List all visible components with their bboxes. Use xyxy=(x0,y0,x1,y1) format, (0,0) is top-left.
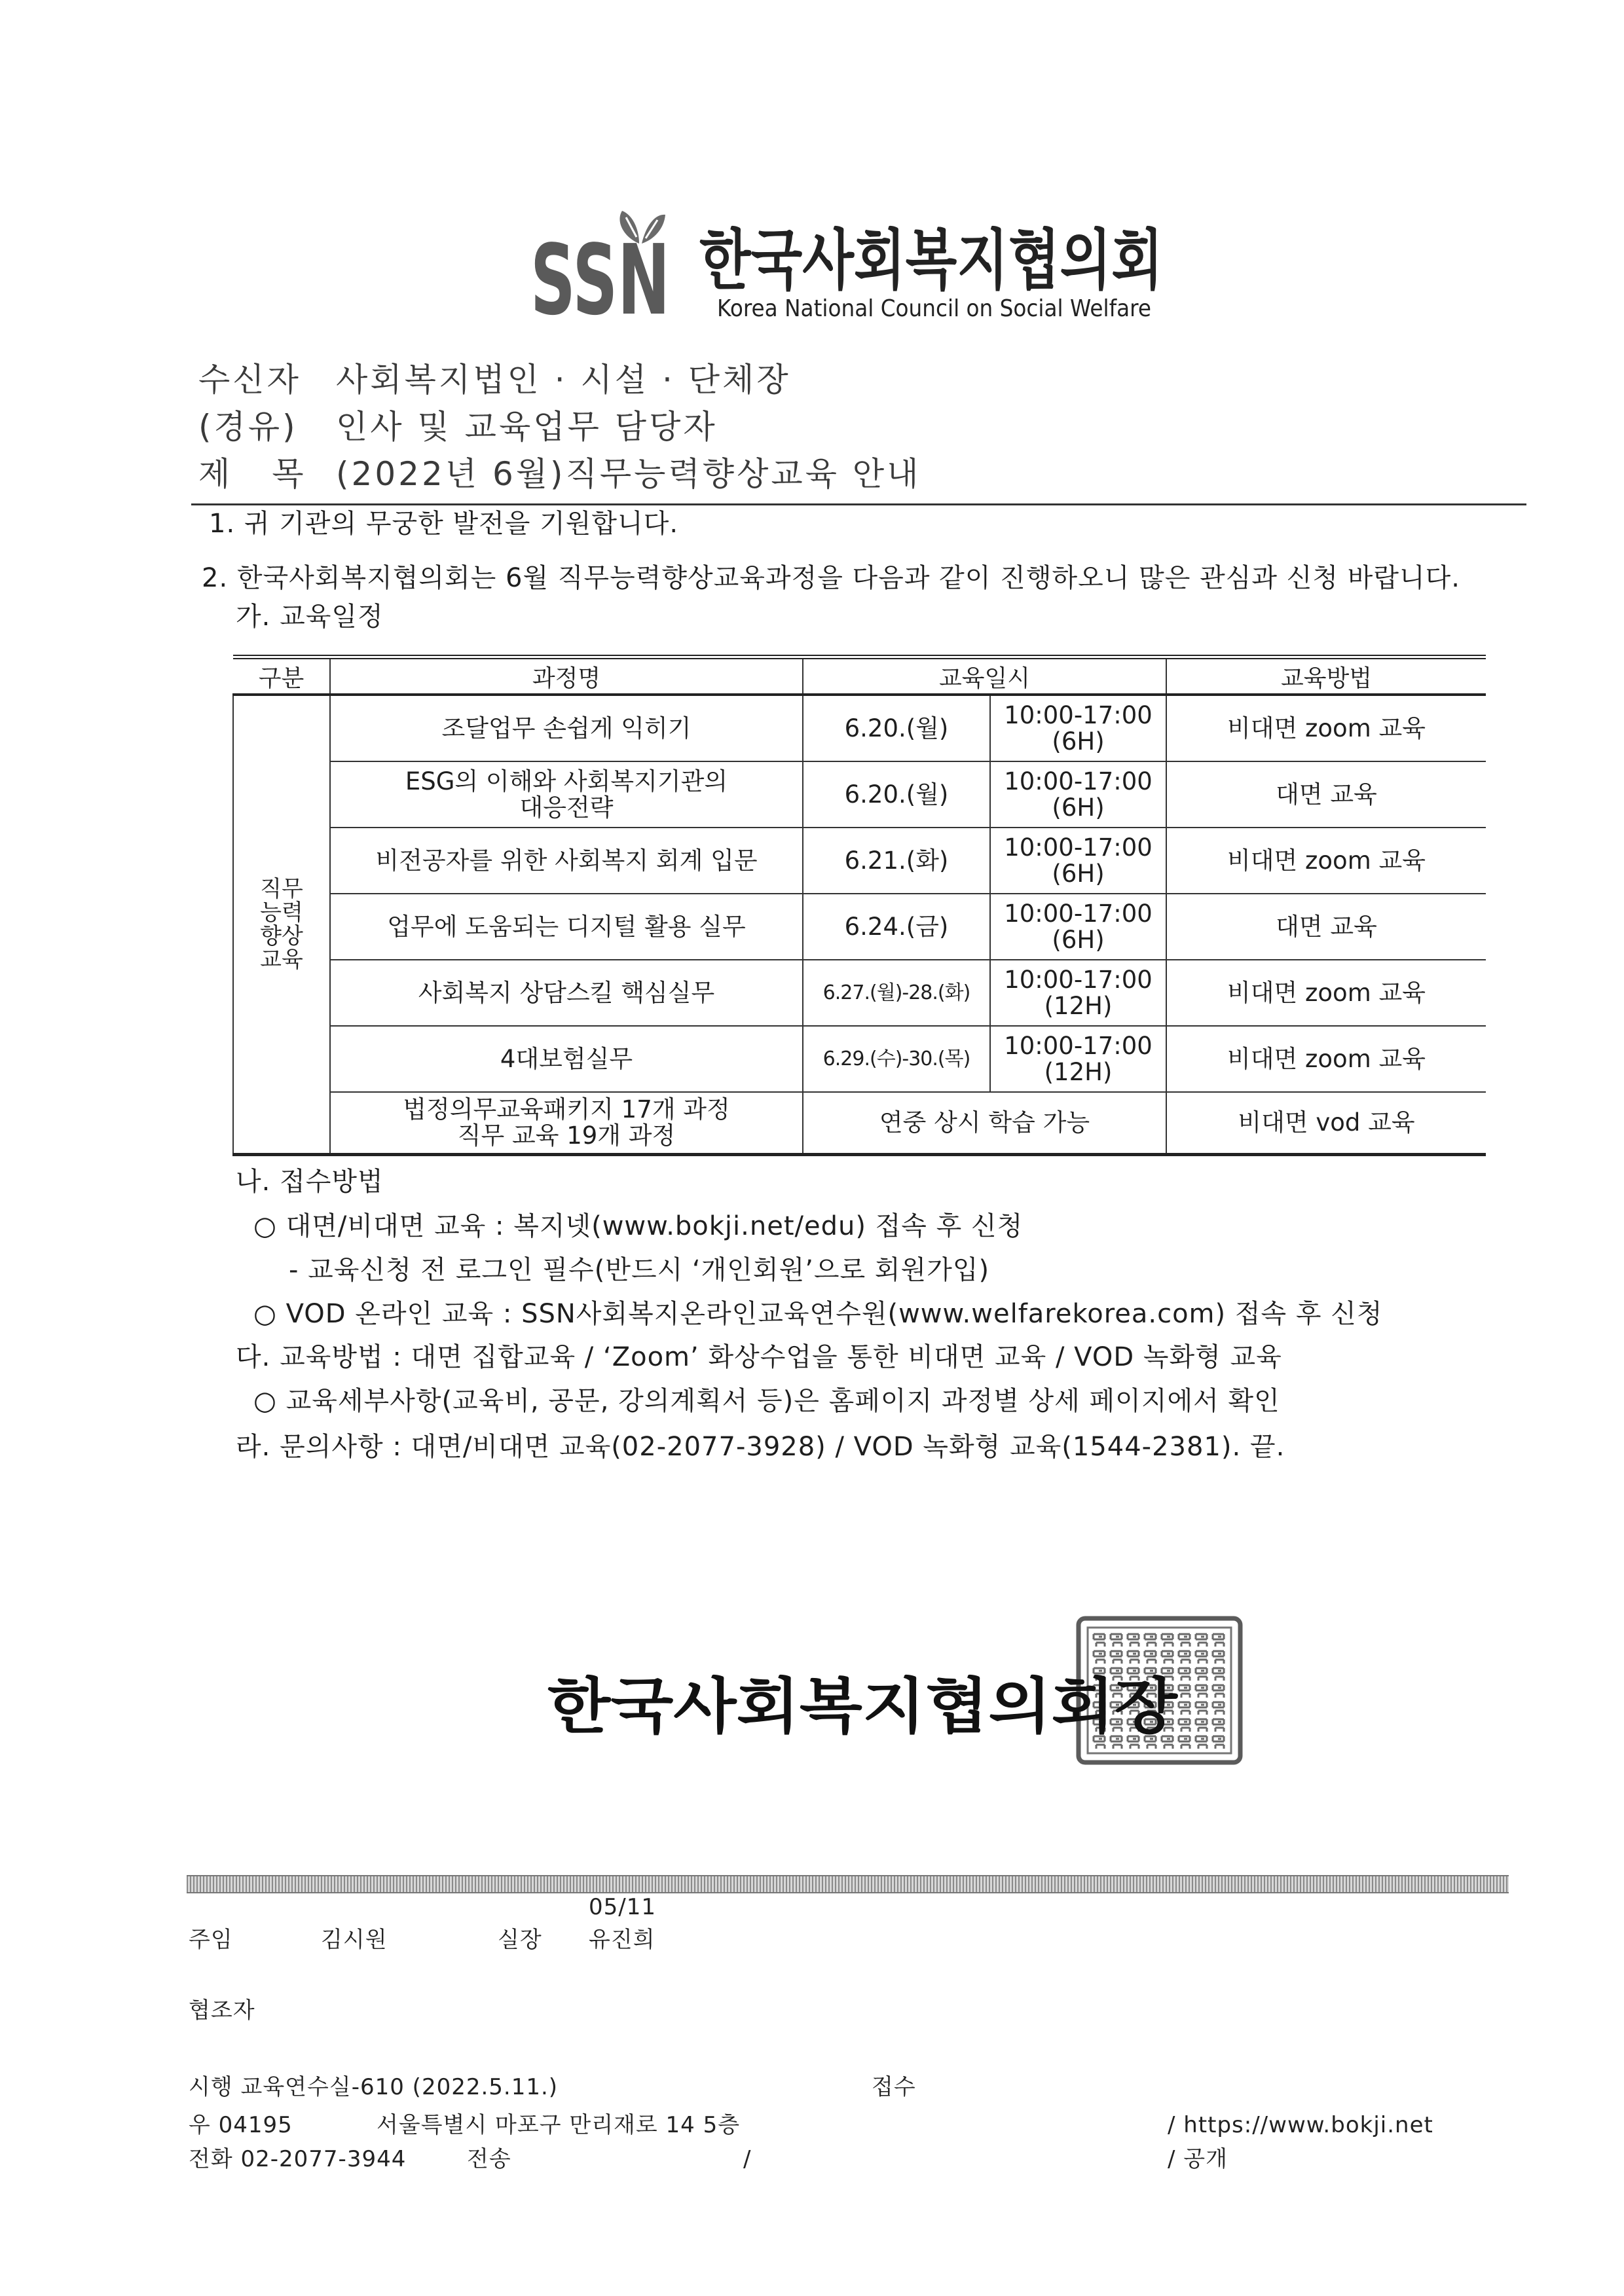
date-cell: 6.20.(월) xyxy=(803,761,990,828)
time-cell xyxy=(990,695,1166,761)
course-name: 조달업무 손쉽게 익히기 xyxy=(441,714,692,742)
body-item-1: 1. 귀 기관의 무궁한 발전을 기원합니다. xyxy=(209,509,679,539)
table-row xyxy=(233,761,1486,828)
method-cell: 비대면 zoom 교육 xyxy=(1166,695,1486,761)
table-row xyxy=(233,695,1486,761)
subject-label: 제 목 xyxy=(198,455,306,493)
time-range: 10:00-17:00 xyxy=(1004,899,1153,928)
category-line: 능력 xyxy=(260,900,303,926)
approver-title: 실장 xyxy=(498,1927,542,1953)
table-row xyxy=(233,1092,1486,1155)
street-address: 서울특별시 마포구 만리재로 14 5층 xyxy=(377,2112,741,2138)
time-hours: (12H) xyxy=(1044,991,1113,1020)
recipient-value: 사회복지법인 · 시설 · 단체장 xyxy=(336,361,791,399)
date-cell: 6.29.(수)-30.(목) xyxy=(803,1026,990,1092)
method-details: ○ 교육세부사항(교육비, 공문, 강의계획서 등)은 홈페이지 과정별 상세 페이지에서 확인 xyxy=(253,1386,1280,1416)
table-row xyxy=(233,960,1486,1026)
org-name-english: Korea National Council on Social Welfare xyxy=(717,295,1151,322)
receipt-label: 접수 xyxy=(872,2074,916,2100)
registration-login-note: - 교육신청 전 로그인 필수(반드시 ‘개인회원’으로 회원가입) xyxy=(289,1255,990,1285)
time-hours: (6H) xyxy=(1052,925,1105,954)
course-name: 4대보험실무 xyxy=(500,1044,633,1073)
table-row xyxy=(233,894,1486,960)
header-datetime: 교육일시 xyxy=(803,657,1166,695)
course-name: ESG의 이해와 사회복지기관의 xyxy=(405,767,728,795)
drafter-name: 김시원 xyxy=(321,1927,388,1953)
time-cell xyxy=(990,1026,1166,1092)
enforcement-number: 시행 교육연수실-610 (2022.5.11.) xyxy=(189,2074,559,2100)
course-cell xyxy=(330,1092,803,1155)
header-divider xyxy=(191,503,1526,505)
header-category: 구분 xyxy=(233,657,330,695)
datetime-cell: 연중 상시 학습 가능 xyxy=(803,1092,1166,1155)
category-line: 교육 xyxy=(260,947,303,973)
approver-name: 유진희 xyxy=(589,1927,655,1953)
date-cell: 6.21.(화) xyxy=(803,828,990,894)
method-cell: 대면 교육 xyxy=(1166,894,1486,960)
section-a-heading: 가. 교육일정 xyxy=(236,602,384,632)
via-label: (경유) xyxy=(198,408,298,446)
date-cell: 6.27.(월)-28.(화) xyxy=(803,960,990,1026)
time-range: 10:00-17:00 xyxy=(1004,833,1153,862)
course-cell xyxy=(330,828,803,894)
ssn-logo xyxy=(524,203,1179,337)
course-name: 법정의무교육패키지 17개 과정 xyxy=(403,1095,730,1123)
header-course: 과정명 xyxy=(330,657,803,695)
category-line: 향상 xyxy=(260,923,303,949)
course-cell xyxy=(330,1026,803,1092)
table-row xyxy=(233,1026,1486,1092)
course-name: 업무에 도움되는 디지털 활용 실무 xyxy=(387,912,746,941)
time-range: 10:00-17:00 xyxy=(1004,767,1153,795)
date-cell: 6.20.(월) xyxy=(803,695,990,761)
time-cell xyxy=(990,894,1166,960)
course-cell xyxy=(330,894,803,960)
time-cell xyxy=(990,828,1166,894)
date-cell: 6.24.(금) xyxy=(803,894,990,960)
section-d-contact: 라. 문의사항 : 대면/비대면 교육(02-2077-3928) / VOD 녹화형 교육(1544-2381). 끝. xyxy=(236,1432,1285,1462)
time-hours: (6H) xyxy=(1052,727,1105,756)
issuer-signature: 한국사회복지협의회장 xyxy=(547,1671,1179,1741)
fax-label: 전송 xyxy=(467,2146,511,2172)
time-hours: (6H) xyxy=(1052,859,1105,888)
method-cell: 비대면 vod 교육 xyxy=(1166,1092,1486,1155)
category-cell xyxy=(233,695,330,1155)
section-c-heading: 다. 교육방법 : 대면 집합교육 / ‘Zoom’ 화상수업을 통한 비대면 교육 / VOD 녹화형 교육 xyxy=(236,1342,1282,1372)
course-name: 비전공자를 위한 사회복지 회계 입문 xyxy=(375,846,758,875)
table-row xyxy=(233,828,1486,894)
time-range: 10:00-17:00 xyxy=(1004,965,1153,994)
cooperator-label: 협조자 xyxy=(189,1997,255,2024)
table-header-row xyxy=(233,657,1486,695)
course-cell xyxy=(330,960,803,1026)
fax-value: / xyxy=(743,2146,752,2172)
section-b-heading: 나. 접수방법 xyxy=(236,1167,384,1197)
time-cell xyxy=(990,960,1166,1026)
method-cell: 비대면 zoom 교육 xyxy=(1166,1026,1486,1092)
course-cell xyxy=(330,695,803,761)
category-line: 직무 xyxy=(260,876,303,902)
time-range: 10:00-17:00 xyxy=(1004,1031,1153,1060)
method-cell: 비대면 zoom 교육 xyxy=(1166,960,1486,1026)
logo-wordmark: SSN xyxy=(530,224,670,337)
subject-value: (2022년 6월)직무능력향상교육 안내 xyxy=(336,455,921,493)
footer-separator xyxy=(187,1875,1509,1893)
signature-block xyxy=(537,1650,1192,1741)
course-cell xyxy=(330,761,803,828)
time-hours: (12H) xyxy=(1044,1057,1113,1086)
time-hours: (6H) xyxy=(1052,793,1105,822)
homepage-url: / https://www.bokji.net xyxy=(1168,2112,1433,2138)
method-cell: 대면 교육 xyxy=(1166,761,1486,828)
registration-online: ○ 대면/비대면 교육 : 복지넷(www.bokji.net/edu) 접속 후 신청 xyxy=(253,1211,1024,1241)
body-item-2: 2. 한국사회복지협의회는 6월 직무능력향상교육과정을 다음과 같이 진행하오니 많은 관심과 신청 바랍니다. xyxy=(202,563,1460,593)
drafter-title: 주임 xyxy=(189,1927,233,1953)
method-cell: 비대면 zoom 교육 xyxy=(1166,828,1486,894)
recipient-label: 수신자 xyxy=(198,361,301,399)
header-method: 교육방법 xyxy=(1166,657,1486,695)
via-value: 인사 및 교육업무 담당자 xyxy=(336,408,718,446)
schedule-table xyxy=(232,655,1486,1156)
course-name-line-2: 직무 교육 19개 과정 xyxy=(457,1121,676,1150)
approval-date: 05/11 xyxy=(589,1894,656,1920)
disclosure-status: / 공개 xyxy=(1168,2146,1228,2172)
phone-number: 전화 02-2077-3944 xyxy=(189,2146,407,2172)
registration-vod: ○ VOD 온라인 교육 : SSN사회복지온라인교육연수원(www.welfarekorea.com) 접속 후 신청 xyxy=(253,1299,1383,1329)
org-name-korean: 한국사회복지협의회 xyxy=(699,222,1163,299)
time-cell xyxy=(990,761,1166,828)
course-name-line-2: 대응전략 xyxy=(519,793,614,822)
postal-code: 우 04195 xyxy=(189,2112,293,2138)
course-name: 사회복지 상담스킬 핵심실무 xyxy=(418,978,715,1007)
time-range: 10:00-17:00 xyxy=(1004,701,1153,729)
